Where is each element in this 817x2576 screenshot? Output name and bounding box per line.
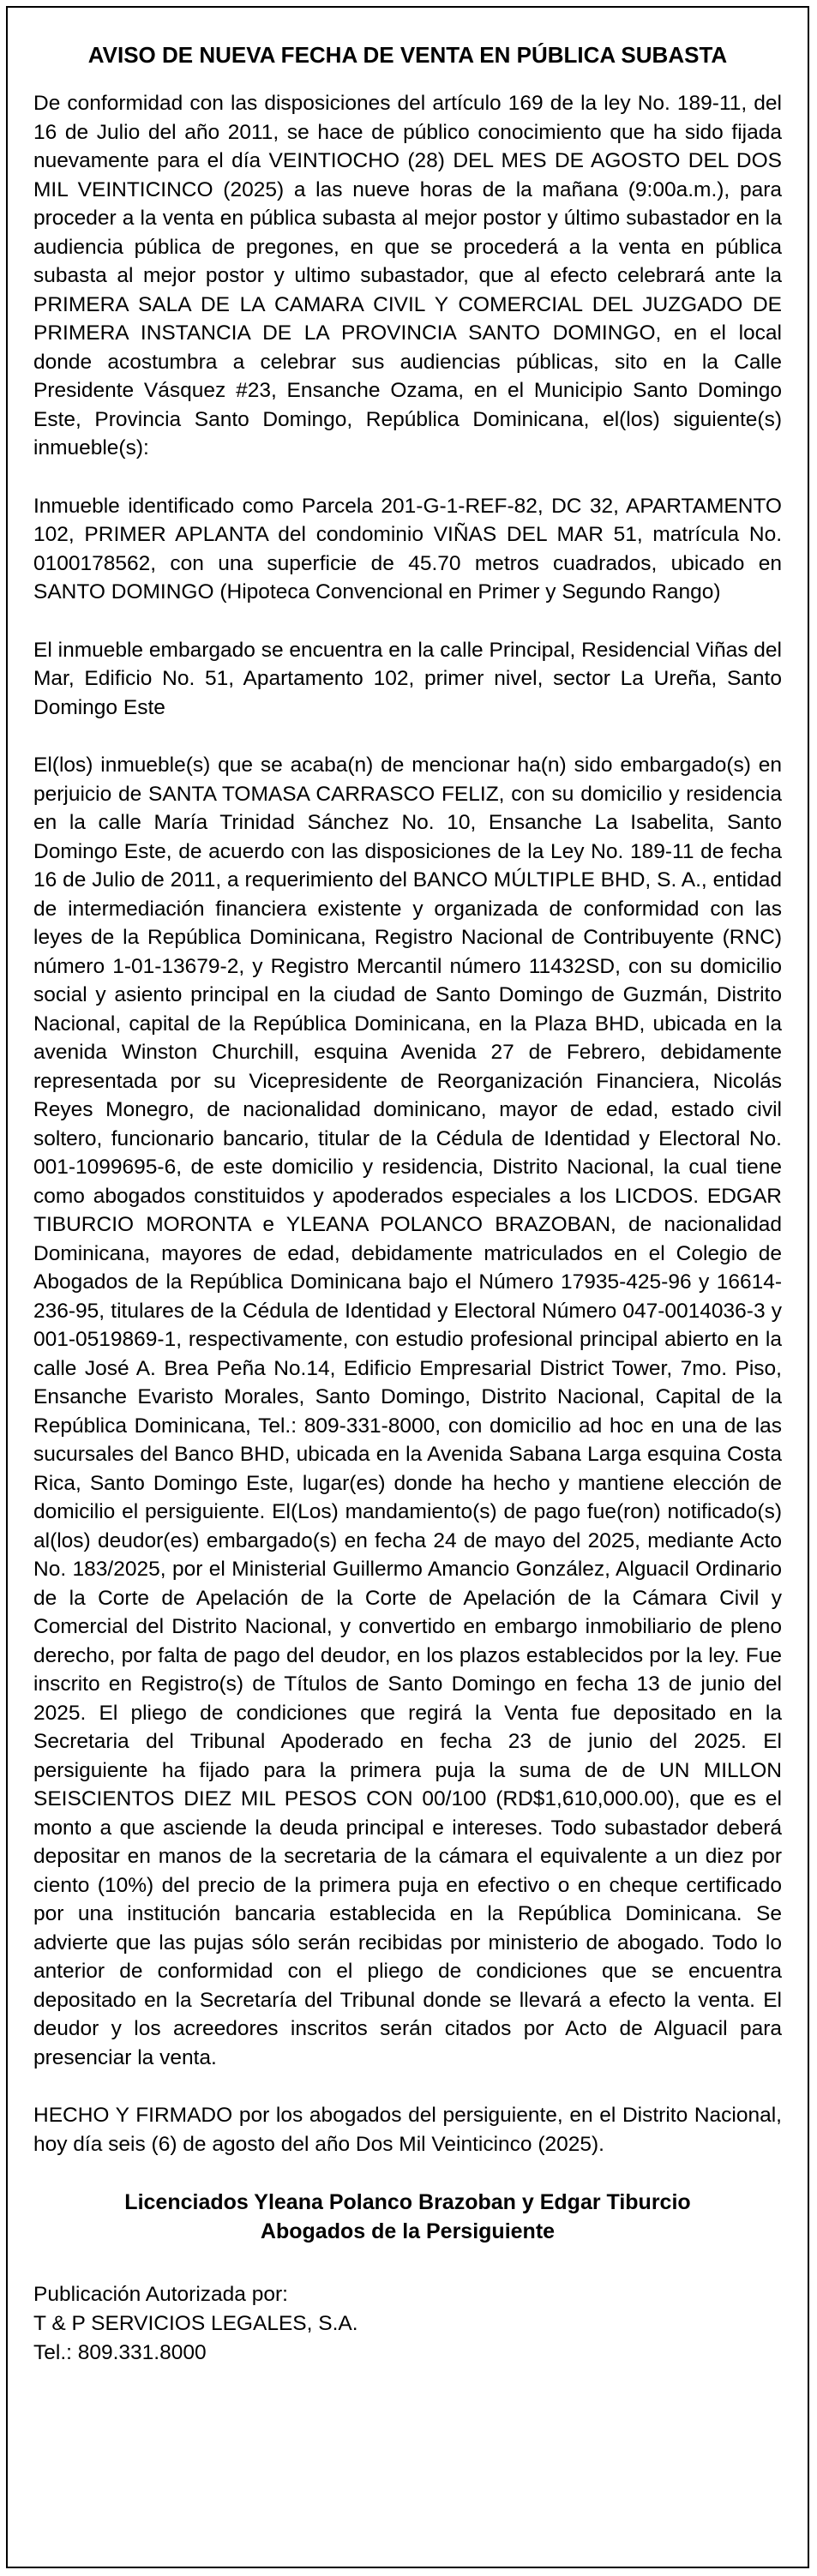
publication-block: [33, 2280, 782, 2368]
signatories-role: Abogados de la Persiguiente: [260, 2219, 556, 2244]
property-location-paragraph: El inmueble embargado se encuentra en la calle Principal, Residencial Viñas del Mar, Edificio No. 51, Apartamento 102, primer nivel, sector La Ureña, Santo Domingo Este: [33, 638, 782, 719]
signatories-names: Licenciados Yleana Polanco Brazoban y Edgar Tiburcio: [124, 2190, 691, 2215]
notice-title: AVISO DE NUEVA FECHA DE VENTA EN PÚBLICA SUBASTA: [87, 42, 728, 68]
legal-notice: [6, 6, 809, 2568]
intro-paragraph: De conformidad con las disposiciones del artículo 169 de la ley No. 189-11, del 16 de Julio del año 2011, se hace de público conocimiento que ha sido fijada nuevamente para el día VEINTIOCHO (28) DEL MES DE AGOSTO DEL DOS MIL VEINTICINCO (2025) a las nueve horas de la mañana (9:00a.m.), para proceder a la venta en pública subasta al mejor postor y último subastador en la audiencia pública de pregones, en que se procederá a la venta en pública subasta al mejor postor y ultimo subastador, que al efecto celebrará ante la PRIMERA SALA DE LA CAMARA CIVIL Y COMERCIAL DEL JUZGADO DE PRIMERA INSTANCIA DE LA PROVINCIA SANTO DOMINGO, en el local donde acostumbra a celebrar sus audiencias públicas, sito en la Calle Presidente Vásquez #23, Ensanche Ozama, en el Municipio Santo Domingo Este, Provincia Santo Domingo, República Dominicana, el(los) siguiente(s) inmueble(s):: [33, 92, 782, 460]
publication-phone: Tel.: 809.331.8000: [33, 2341, 207, 2365]
publication-label: Publicación Autorizada por:: [33, 2283, 288, 2307]
signed-paragraph: HECHO Y FIRMADO por los abogados del persiguiente, en el Distrito Nacional, hoy día seis (6) de agosto del año Dos Mil Veinticinco (2025).: [33, 2104, 782, 2156]
property-identification-paragraph: Inmueble identificado como Parcela 201-G-1-REF-82, DC 32, APARTAMENTO 102, PRIMER APLANTA del condominio VIÑAS DEL MAR 51, matrícula No. 0100178562, con una superficie de 45.70 metros cuadrados, ubicado en SANTO DOMINGO (Hipoteca Convencional en Primer y Segundo Rango): [33, 494, 782, 604]
signatories-block: [33, 2188, 782, 2246]
publication-company: T & P SERVICIOS LEGALES, S.A.: [33, 2312, 358, 2336]
seizure-details-paragraph: El(los) inmueble(s) que se acaba(n) de mencionar ha(n) sido embargado(s) en perjuicio de SANTA TOMASA CARRASCO FELIZ, con su domicilio y residencia en la calle María Trinidad Sánchez No. 10, Ensanche La Isabelita, Santo Domingo Este, de acuerdo con las disposiciones de la Ley No. 189-11 de fecha 16 de Julio de 2011, a requerimiento del BANCO MÚLTIPLE BHD, S. A., entidad de intermediación financiera existente y organizada de conformidad con las leyes de la República Dominicana, Registro Nacional de Contribuyente (RNC) número 1-01-13679-2, y Registro Mercantil número 11432SD, con su domicilio social y asiento principal en la ciudad de Santo Domingo de Guzmán, Distrito Nacional, capital de la República Dominicana, en la Plaza BHD, ubicada en la avenida Winston Churchill, esquina Avenida 27 de Febrero, debidamente representada por su Vicepresidente de Reorganización Financiera, Nicolás Reyes Monegro, de nacionalidad dominicano, mayor de edad, estado civil soltero, funcionario bancario, titular de la Cédula de Identidad y Electoral No. 001-1099695-6, de este domicilio y residencia, Distrito Nacional, la cual tiene como abogados constituidos y apoderados especiales a los LICDOS. EDGAR TIBURCIO MORONTA e YLEANA POLANCO BRAZOBAN, de nacionalidad Dominicana, mayores de edad, debidamente matriculados en el Colegio de Abogados de la República Dominicana bajo el Número 17935-425-96 y 16614-236-95, titulares de la Cédula de Identidad y Electoral Número 047-0014036-3 y 001-0519869-1, respectivamente, con estudio profesional principal abierto en la calle José A. Brea Peña No.14, Edificio Empresarial District Tower, 7mo. Piso, Ensanche Evaristo Morales, Santo Domingo, Distrito Nacional, Capital de la República Dominicana, Tel.: 809-331-8000, con domicilio ad hoc en una de las sucursales del Banco BHD, ubicada en la Avenida Sabana Larga esquina Costa Rica, Santo Domingo Este, lugar(es) donde ha hecho y mantiene elección de domicilio el persiguiente. El(Los) mandamiento(s) de pago fue(ron) notificado(s) al(los) deudor(es) embargado(s) en fecha 24 de mayo del 2025, mediante Acto No. 183/2025, por el Ministerial Guillermo Amancio González, Alguacil Ordinario de la Corte de Apelación de la Corte de Apelación de la Cámara Civil y Comercial del Distrito Nacional, y convertido en embargo inmobiliario de pleno derecho, por falta de pago del deudor, en los plazos establecidos por la ley. Fue inscrito en Registro(s) de Títulos de Santo Domingo en fecha 13 de junio del 2025. El pliego de condiciones que regirá la Venta fue depositado en la Secretaria del Tribunal Apoderado en fecha 23 de junio del 2025. El persiguiente ha fijado para la primera puja la suma de de UN MILLON SEISCIENTOS DIEZ MIL PESOS CON 00/100 (RD$1,610,000.00), que es el monto a que asciende la deuda principal e intereses. Todo subastador deberá depositar en manos de la secretaria de la cámara el equivalente a un diez por ciento (10%) del precio de la primera puja en efectivo o en cheque certificado por una institución bancaria establecida en la República Dominicana. Se advierte que las pujas sólo serán recibidas por ministerio de abogado. Todo lo anterior de conformidad con el pliego de condiciones que se encuentra depositado en la Secretaría del Tribunal donde se llevará a efecto la venta. El deudor y los acreedores inscritos serán citados por Acto de Alguacil para presenciar la venta.: [33, 754, 782, 2069]
